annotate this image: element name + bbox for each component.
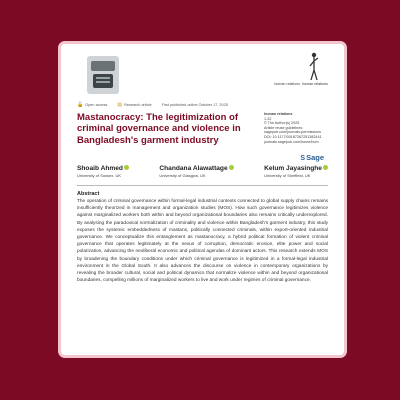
publication-date: First published online October 17, 2025 bbox=[161, 103, 228, 107]
side-doi: DOI: 10.1177/00187267251382441 bbox=[264, 134, 322, 139]
article-top-band bbox=[71, 52, 334, 102]
article-head bbox=[71, 112, 334, 160]
author: Chandana Alawattage University of Glasgow, UK bbox=[159, 165, 233, 178]
article-meta-row bbox=[71, 102, 334, 108]
open-access-icon: 🔓 bbox=[77, 102, 84, 108]
side-journal-home: journals.sagepub.com/home/hum bbox=[264, 139, 319, 144]
publisher-logo: SSage bbox=[300, 153, 324, 162]
divider bbox=[77, 185, 328, 186]
orcid-icon bbox=[323, 165, 328, 170]
figure-logo-icon bbox=[309, 52, 319, 82]
journal-name-small: human relations bbox=[274, 82, 300, 86]
article-card bbox=[58, 41, 347, 358]
side-pages: 1-32 bbox=[264, 116, 272, 121]
abstract-text: The operation of criminal governance within formal-legal industrial contexts connected to global supply chains remains insufficiently theorized in management and organization studies (MOS). How such governance legitimizes violence against marginalized workers both within and beyond organizational boundaries also remains critically underexplored. By analysing the paradoxical normalization of criminality and violence within Bangladesh's garment industry, this study exposes the systemic embeddedness of mastans, politically connected criminals, within export-oriented industrial governance. We conceptualize this entanglement as mastanocracy, a hybrid political formation of violent criminal governance that operates legitimately at the nexus of corruption, democratic erosion, elite power and social polarization, advancing the neoliberal economic and political agendas of dominant actors. This research extends MOS by broadening the boundary conditions under which criminal governance is legitimized in a formal-legal industrial environment in the Global South. It also advances the discourse on violence in contemporary organizations by revealing the broader cultural, social and political dynamics that normalize violence within and beyond organizational boundaries, compelling millions of marginalized workers to live and work under regimes of criminal governance. bbox=[77, 199, 328, 284]
side-copyright: © The Author(s) 2025 bbox=[264, 121, 300, 126]
article-side-meta bbox=[264, 112, 328, 144]
orcid-icon bbox=[229, 165, 234, 170]
side-guidelines: Article reuse guidelines: bbox=[264, 125, 304, 130]
document-icon: ▤ bbox=[117, 102, 123, 108]
author-list bbox=[71, 165, 334, 178]
author: Shoaib Ahmed University of Sussex, UK bbox=[77, 165, 129, 178]
article-title: Mastanocracy: The legitimization of criminal governance and violence in Bangladesh's garment industry bbox=[77, 112, 241, 146]
author-affiliation: University of Sussex, UK bbox=[77, 173, 122, 178]
sage-icon: S bbox=[300, 155, 306, 162]
journal-logo-text: human relations bbox=[302, 82, 328, 86]
author: Kelum Jayasinghe University of Sheffield, UK bbox=[264, 165, 328, 178]
journal-cover-thumbnail bbox=[87, 56, 119, 94]
orcid-icon bbox=[124, 165, 129, 170]
journal-logo bbox=[298, 52, 328, 96]
author-affiliation: University of Sheffield, UK bbox=[264, 173, 311, 178]
article-type-tag: ▤ Research article bbox=[117, 102, 152, 108]
author-affiliation: University of Glasgow, UK bbox=[159, 173, 206, 178]
open-access-tag: 🔓 Open access bbox=[77, 102, 108, 108]
side-guidelines-url: sagepub.com/journals-permissions bbox=[264, 130, 321, 135]
abstract-heading: Abstract bbox=[77, 191, 100, 197]
side-journal-name: human relations bbox=[264, 112, 293, 116]
